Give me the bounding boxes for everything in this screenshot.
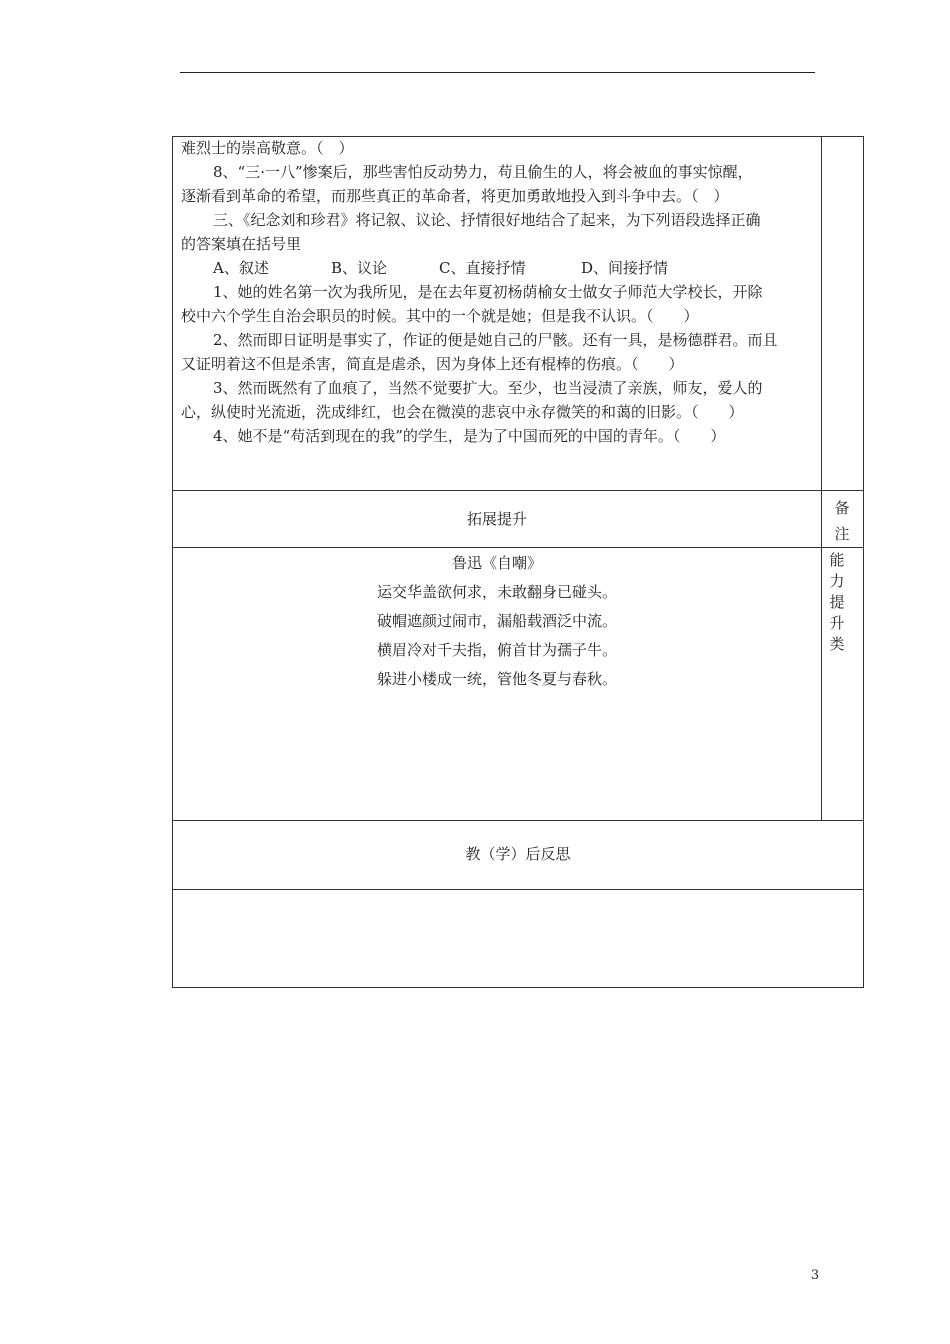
exercise-cell [172,136,822,491]
remarks-note-cell [821,547,864,821]
exercise-line: 逐渐看到革命的希望，而那些真正的革命者，将更加勇敢地投入到斗争中去。（ ） [181,187,729,205]
poem-line: 横眉冷对千夫指，俯首甘为孺子牛。 [376,641,617,659]
exercise-line: 的答案填在括号里 [181,235,302,253]
exercise-line: 3、然而既然有了血痕了，当然不觉要扩大。至少，也当浸渍了亲族，师友，爱人的 [213,379,763,397]
poem-line: 运交华盖欲何求，未敢翻身已碰头。 [376,583,617,601]
exercise-line: 三、《纪念刘和珍君》将记叙、议论、抒情很好地结合了起来，为下列语段选择正确 [213,211,761,229]
exercise-line: 又证明着这不但是杀害，简直是虐杀，因为身体上还有棍棒的伤痕。（ ） [181,355,684,373]
option-c: C、直接抒情 [439,259,526,277]
exercise-line: 校中六个学生自治会职员的时候。其中的一个就是她；但是我不认识。（ ） [181,307,699,325]
option-b: B、议论 [331,259,388,277]
exercise-line: 难烈士的崇高敬意。（ ） [181,139,354,157]
reflection-header: 教（学）后反思 [465,845,571,863]
poem-line: 躲进小楼成一统，管他冬夏与春秋。 [376,670,617,688]
exercise-line: 4、她不是“苟活到现在的我”的学生，是为了中国而死的中国的青年。（ ） [213,427,726,445]
exercise-line: 8、“三·一八”惨案后，那些害怕反动势力，苟且偷生的人，将会被血的事实惊醒， [213,163,753,181]
exercise-line: 1、她的姓名第一次为我所见，是在去年夏初杨荫榆女士做女子师范大学校长，开除 [213,283,763,301]
reflection-body-cell [172,889,864,988]
option-d: D、间接抒情 [581,259,669,277]
poem-line: 破帽遮颜过闹市，漏船载酒泛中流。 [376,612,617,630]
remarks-note: 能力提升类 [829,551,845,653]
remarks-column-top [821,136,864,491]
remarks-header-cell [821,490,864,548]
poem-title: 鲁迅《自嘲》 [451,554,542,572]
exercise-line: 心，纵使时光流逝，洗成绯红，也会在微漠的悲哀中永存微笑的和蔼的旧影。（ ） [181,403,744,421]
header-rule [180,72,815,73]
remarks-header: 备注 [834,499,850,543]
reflection-header-cell [172,820,864,890]
poem-cell [172,547,822,821]
exercise-line: 2、然而即日证明是事实了，作证的便是她自己的尸骸。还有一具，是杨德群君。而且 [213,331,778,349]
page-number: 3 [810,1268,820,1283]
extension-header-cell [172,490,822,548]
option-a: A、叙述 [213,259,269,277]
extension-header: 拓展提升 [466,510,527,528]
